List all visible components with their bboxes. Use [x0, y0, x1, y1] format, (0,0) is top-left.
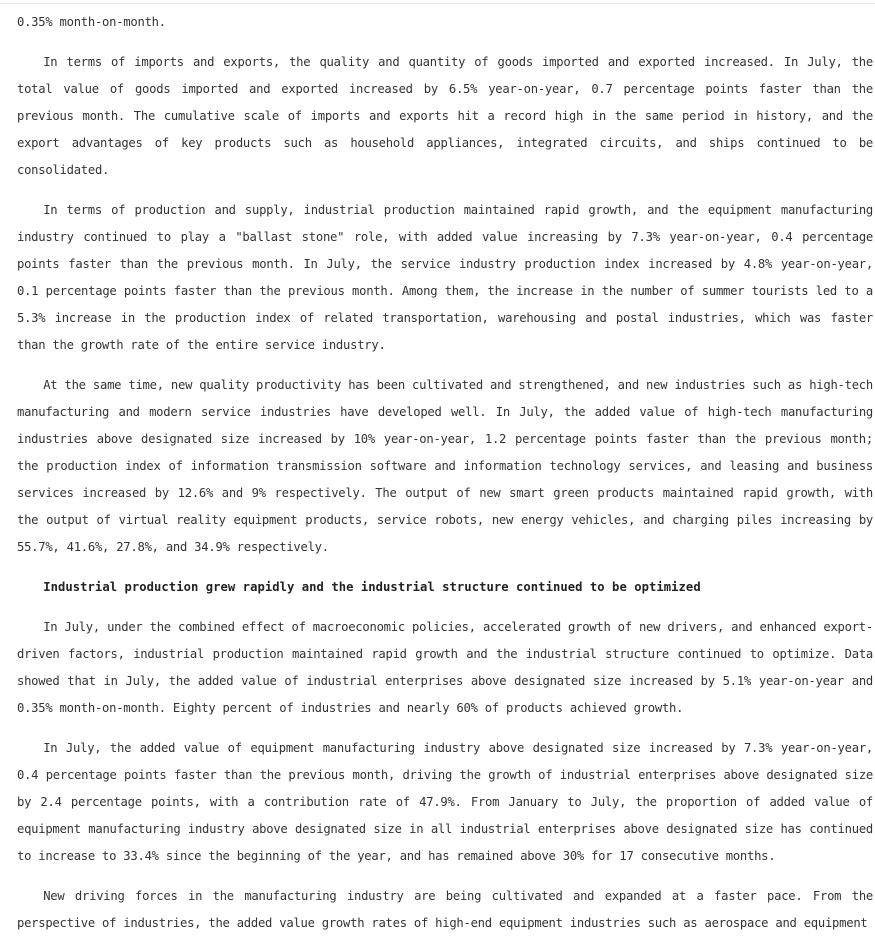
article-body: [17, 9, 873, 950]
paragraph-industrial-production: In July, under the combined effect of macroeconomic policies, accelerated growth of new drivers, and enhanced export-driven factors, industrial production maintained rapid growth and the industrial structure continued to optimize. Data showed that in July, the added value of industrial enterprises above designated size increased by 5.1% year-on-year and 0.35% month-on-month. Eighty percent of industries and nearly 60% of products achieved growth.: [17, 620, 873, 715]
paragraph-continuation: 0.35% month-on-month.: [17, 15, 166, 29]
paragraph-new-driving-forces: New driving forces in the manufacturing industry are being cultivated and expanded at a faster pace. From the perspective of industries, the added value growth rates of high-end equipment industries such as aerospace and equipment: [17, 889, 873, 930]
section-heading: Industrial production grew rapidly and the industrial structure continued to be optimized: [43, 580, 701, 594]
top-divider: [0, 3, 875, 4]
paragraph-imports-exports: In terms of imports and exports, the quality and quantity of goods imported and exported increased. In July, the total value of goods imported and exported increased by 6.5% year-on-year, 0.7 percentage points faster than the previous month. The cumulative scale of imports and exports hit a record high in the same period in history, and the export advantages of key products such as household appliances, integrated circuits, and ships continued to be consolidated.: [17, 55, 873, 177]
paragraph-production-supply: In terms of production and supply, industrial production maintained rapid growth, and the equipment manufacturing industry continued to play a "ballast stone" role, with added value increasing by 7.3% year-on-year, 0.4 percentage points faster than the previous month. In July, the service industry production index increased by 4.8% year-on-year, 0.1 percentage points faster than the previous month. Among them, the increase in the number of summer tourists led to a 5.3% increase in the production index of related transportation, warehousing and postal industries, which was faster than the growth rate of the entire service industry.: [17, 203, 873, 352]
paragraph-equipment-manufacturing: In July, the added value of equipment manufacturing industry above designated size increased by 7.3% year-on-year, 0.4 percentage points faster than the previous month, driving the growth of industrial enterprises above designated size by 2.4 percentage points, with a contribution rate of 47.9%. From January to July, the proportion of added value of equipment manufacturing industry above designated size in all industrial enterprises above designated size has continued to increase to 33.4% since the beginning of the year, and has remained above 30% for 17 consecutive months.: [17, 741, 873, 863]
paragraph-new-productivity: At the same time, new quality productivity has been cultivated and strengthened, and new industries such as high-tech manufacturing and modern service industries have developed well. In July, the added value of high-tech manufacturing industries above designated size increased by 10% year-on-year, 1.2 percentage points faster than the previous month; the production index of information transmission software and information technology services, and leasing and business services increased by 12.6% and 9% respectively. The output of new smart green products maintained rapid growth, with the output of virtual reality equipment products, service robots, new energy vehicles, and charging piles increasing by 55.7%, 41.6%, 27.8%, and 34.9% respectively.: [17, 378, 873, 554]
